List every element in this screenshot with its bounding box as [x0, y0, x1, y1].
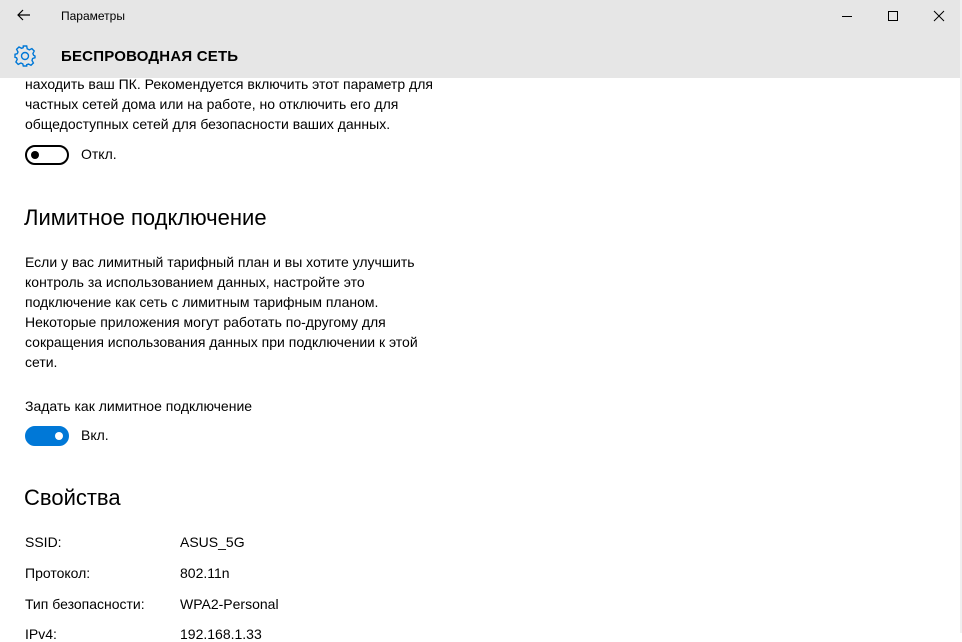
toggle-knob — [31, 151, 39, 159]
discoverable-description — [25, 74, 465, 134]
text-line: Некоторые приложения могут работать по-другому для — [25, 314, 386, 330]
metered-heading: Лимитное подключение — [24, 205, 267, 230]
metered-setting-label: Задать как лимитное подключение — [25, 398, 253, 414]
metered-toggle-state: Вкл. — [81, 427, 109, 443]
back-arrow-icon — [17, 9, 31, 21]
minimize-button[interactable] — [824, 0, 870, 32]
text-line: контроль за использованием данных, настройте это — [25, 274, 365, 290]
text-line: Если у вас лимитный тарифный план и вы хотите улучшить — [25, 254, 415, 270]
metered-description — [25, 252, 465, 372]
property-value-security: WPA2-Personal — [180, 596, 279, 612]
discoverable-toggle[interactable] — [25, 145, 69, 165]
minimize-icon — [841, 10, 853, 22]
discoverable-toggle-state: Откл. — [81, 146, 117, 162]
settings-header — [0, 32, 962, 78]
text-line: сети. — [25, 354, 58, 370]
property-label-security: Тип безопасности: — [25, 596, 145, 612]
text-line: находить ваш ПК. Рекомендуется включить этот параметр для — [25, 76, 433, 92]
page-title: БЕСПРОВОДНАЯ СЕТЬ — [61, 48, 239, 65]
text-line: подключение как сеть с лимитным тарифным планом. — [25, 294, 379, 310]
maximize-icon — [887, 10, 899, 22]
property-label-protocol: Протокол: — [25, 565, 91, 581]
property-value-ipv4: 192.168.1.33 — [180, 626, 262, 642]
text-line: общедоступных сетей для безопасности ваших данных. — [25, 116, 391, 132]
toggle-knob — [55, 432, 63, 440]
settings-content[interactable] — [0, 76, 962, 642]
property-label-ipv4: IPv4: — [25, 626, 57, 642]
property-label-ssid: SSID: — [25, 534, 62, 550]
text-line: частных сетей дома или на работе, но отключить его для — [25, 96, 399, 112]
gear-icon — [13, 44, 37, 68]
title-bar — [0, 0, 962, 32]
text-line: сокращения использования данных при подключении к этой — [25, 334, 418, 350]
back-button[interactable] — [10, 4, 38, 28]
metered-toggle[interactable] — [25, 426, 69, 446]
properties-heading: Свойства — [24, 485, 121, 510]
property-value-ssid: ASUS_5G — [180, 534, 245, 550]
maximize-button[interactable] — [870, 0, 916, 32]
close-icon — [933, 10, 945, 22]
property-value-protocol: 802.11n — [180, 565, 230, 581]
close-button[interactable] — [916, 0, 962, 32]
window-title: Параметры — [61, 9, 125, 23]
